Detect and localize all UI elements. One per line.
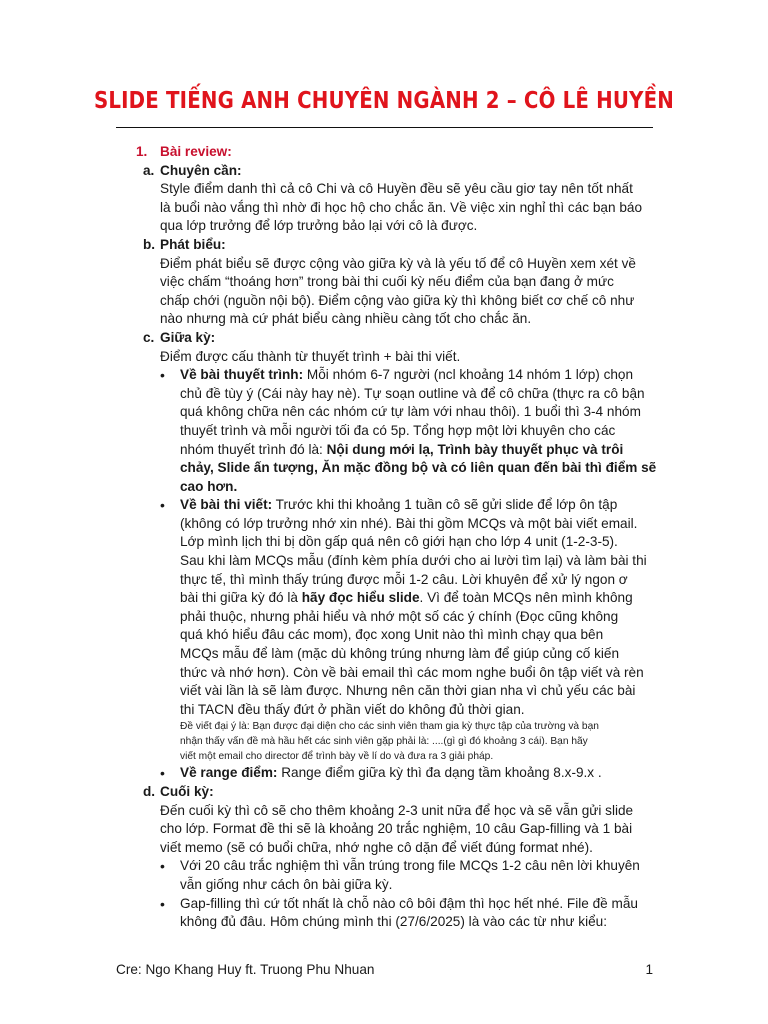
bullet-dot-icon: • bbox=[160, 895, 165, 912]
document-body bbox=[136, 143, 657, 932]
bullet-text: nhóm thuyết trình đó là: bbox=[180, 441, 327, 457]
paragraph-line: Style điểm danh thì cả cô Chi và cô Huyền đều sẽ yêu cầu giơ tay nên tốt nhất bbox=[160, 181, 633, 197]
bullet-line: thi TACN đều thấy đứt ở phần viết do không đủ thời gian. bbox=[180, 701, 525, 717]
bullet-line: Lớp mình lịch thi bị dồn gấp quá nên cô giới hạn cho lớp 4 unit (1-2-3-5). bbox=[180, 534, 618, 550]
section-label: Bài review: bbox=[160, 144, 232, 159]
page-footer bbox=[116, 962, 653, 977]
subsection-heading-b bbox=[143, 236, 654, 255]
bullet-line bbox=[160, 441, 654, 460]
subsection-heading-a bbox=[143, 162, 654, 181]
subsection-letter: a. bbox=[143, 162, 155, 178]
bullet-bold-line: chảy, Slide ấn tượng, Ăn mặc đồng bộ và có liên quan đến bài thì điểm sẽ bbox=[180, 460, 657, 476]
bullet-bold-text: hãy đọc hiểu slide bbox=[301, 590, 420, 606]
bullet-line: viết vài lần là sẽ làm được. Nhưng nên căn thời gian nha vì chủ yếu các bài bbox=[180, 683, 636, 699]
bullet-item-gap-filling bbox=[160, 895, 654, 914]
bullet-item-score-range bbox=[160, 764, 654, 783]
bullet-line: vẫn giống như cách ôn bài giữa kỳ. bbox=[180, 876, 393, 892]
bullet-text: Range điểm giữa kỳ thì đa dạng tầm khoảng 8.x-9.x . bbox=[277, 765, 602, 781]
paragraph-line: là buổi nào vắng thì nhờ đi học hộ cho chắc ăn. Về việc xin nghỉ thì các bạn báo bbox=[160, 199, 643, 215]
paragraph-line: cho lớp. Format đề thi sẽ là khoảng 20 trắc nghiệm, 10 câu Gap-filling và 1 bài bbox=[160, 821, 633, 837]
paragraph-line: chấp chới (nguồn nội bộ). Điểm cộng vào giữa kỳ thì không biết cơ chế cô như bbox=[160, 292, 635, 308]
bullet-line: MCQs mẫu để làm (mặc dù không trúng nhưng làm để giúp củng cố kiến bbox=[180, 646, 620, 662]
bullet-label: Về bài thuyết trình: bbox=[180, 367, 304, 383]
bullet-line: chủ đề tùy ý (Cái này hay nè). Tự soạn outline và để cô chữa (thực ra cô bận bbox=[180, 385, 645, 401]
bullet-line: không đủ đâu. Hôm chúng mình thi (27/6/2025) là vào các từ như kiểu: bbox=[180, 914, 608, 930]
paragraph-line: nào nhưng mà cứ phát biểu càng nhiều càng tốt cho chắc ăn. bbox=[160, 311, 532, 327]
subsection-letter: b. bbox=[143, 236, 156, 252]
footer-credit: Cre: Ngo Khang Huy ft. Truong Phu Nhuan bbox=[116, 962, 375, 977]
subsection-letter: c. bbox=[143, 329, 155, 345]
bullet-line: (không có lớp trưởng nhớ xin nhé). Bài thi gồm MCQs và một bài viết email. bbox=[180, 515, 638, 531]
paragraph-line: viết memo (sẽ có buổi chữa, nhớ nghe cô dặn để viết đúng format nhé). bbox=[160, 839, 593, 855]
bullet-line: thực tế, thì mình thấy trúng được mỗi 1-2 câu. Lời khuyên để xử lý ngon ơ bbox=[180, 571, 628, 587]
paragraph-line: qua lớp trưởng để lớp trưởng bảo lại với cô là được. bbox=[160, 218, 478, 234]
bullet-line: phải thuộc, nhưng phải hiểu và nhớ một số các ý chính (Đọc cũng không bbox=[180, 608, 619, 624]
bullet-dot-icon: • bbox=[160, 367, 165, 384]
bullet-line: Sau khi làm MCQs mẫu (đính kèm phía dưới cho ai lười tìm lại) và làm bài thi bbox=[180, 553, 647, 569]
bullet-text: Với 20 câu trắc nghiệm thì vẫn trúng trong file MCQs 1-2 câu nên lời khuyên bbox=[180, 858, 640, 874]
paragraph-line: Đến cuối kỳ thì cô sẽ cho thêm khoảng 2-3 unit nữa để học và sẽ vẫn gửi slide bbox=[160, 802, 634, 818]
subsection-letter: d. bbox=[143, 784, 156, 799]
bullet-item-writing-exam bbox=[160, 496, 654, 515]
subsection-title: Cuối kỳ: bbox=[160, 784, 214, 799]
bullet-item-mcq bbox=[160, 857, 654, 876]
bullet-label: Về range điểm: bbox=[180, 765, 278, 781]
bullet-item-presentation bbox=[160, 366, 654, 385]
bullet-text: Mỗi nhóm 6-7 người (ncl khoảng 14 nhóm 1 lớp) chọn bbox=[303, 367, 634, 383]
section-heading bbox=[136, 143, 654, 162]
small-note-line: Đề viết đại ý là: Bạn được đại diện cho các sinh viên tham gia kỳ thực tập của trường và bạn bbox=[180, 721, 599, 733]
page-number: 1 bbox=[645, 962, 653, 977]
section-number: 1. bbox=[136, 144, 148, 159]
bullet-line: thức và nhớ hơn). Còn về bài email thì các mom nghe buổi ôn tập viết và rèn bbox=[180, 664, 644, 680]
bullet-bold-line: cao hơn. bbox=[180, 478, 238, 494]
bullet-text: Gap-filling thì cứ tốt nhất là chỗ nào cô bôi đậm thì học hết nhé. File đề mẫu bbox=[180, 895, 638, 911]
subsection-heading-c bbox=[143, 329, 654, 348]
small-note-line: nhận thấy vấn đề mà hầu hết các sinh viên gặp phải là: ....(gì gì đó khoảng 3 cái). Bạn hãy bbox=[180, 736, 588, 748]
document-title: SLIDE TIẾNG ANH CHUYÊN NGÀNH 2 – CÔ LÊ HUYỀN bbox=[93, 88, 675, 114]
small-note-line: viết một email cho director để trình bày về lí do và đưa ra 3 giải pháp. bbox=[180, 751, 494, 763]
bullet-line: quá khó hiểu đâu các mom), đọc xong Unit nào thì mình chạy qua bên bbox=[180, 627, 604, 643]
paragraph-line: Điểm được cấu thành từ thuyết trình + bài thi viết. bbox=[160, 348, 461, 364]
bullet-dot-icon: • bbox=[160, 497, 165, 514]
bullet-bold-text: Nội dung mới lạ, Trình bày thuyết phục và trôi bbox=[326, 441, 624, 457]
bullet-label: Về bài thi viết: bbox=[180, 497, 273, 513]
bullet-line: quá không chữa nên các nhóm cứ tự làm với nhau thôi). 1 buổi thì 3-4 nhóm bbox=[180, 404, 641, 420]
subsection-heading-d bbox=[143, 783, 654, 802]
bullet-line: thuyết trình và mỗi người tối đa có 5p. Tổng hợp một lời khuyên cho các bbox=[180, 422, 616, 438]
title-divider bbox=[116, 127, 653, 128]
subsection-title: Giữa kỳ: bbox=[160, 329, 216, 345]
paragraph-line: Điểm phát biểu sẽ được cộng vào giữa kỳ và là yếu tố để cô Huyền xem xét về bbox=[160, 255, 636, 271]
paragraph-line: việc chấm “thoáng hơn” trong bài thi cuối kỳ nếu điểm của bạn đang ở mức bbox=[160, 274, 614, 290]
subsection-title: Chuyên cần: bbox=[160, 162, 242, 178]
subsection-title: Phát biểu: bbox=[160, 236, 226, 252]
bullet-text: . Vì để toàn MCQs nên mình không bbox=[419, 590, 633, 606]
bullet-line bbox=[160, 589, 654, 608]
bullet-text: Trước khi thi khoảng 1 tuần cô sẽ gửi slide để lớp ôn tập bbox=[272, 497, 618, 513]
bullet-dot-icon: • bbox=[160, 765, 165, 782]
bullet-dot-icon: • bbox=[160, 858, 165, 875]
bullet-text: bài thi giữa kỳ đó là bbox=[180, 590, 302, 606]
